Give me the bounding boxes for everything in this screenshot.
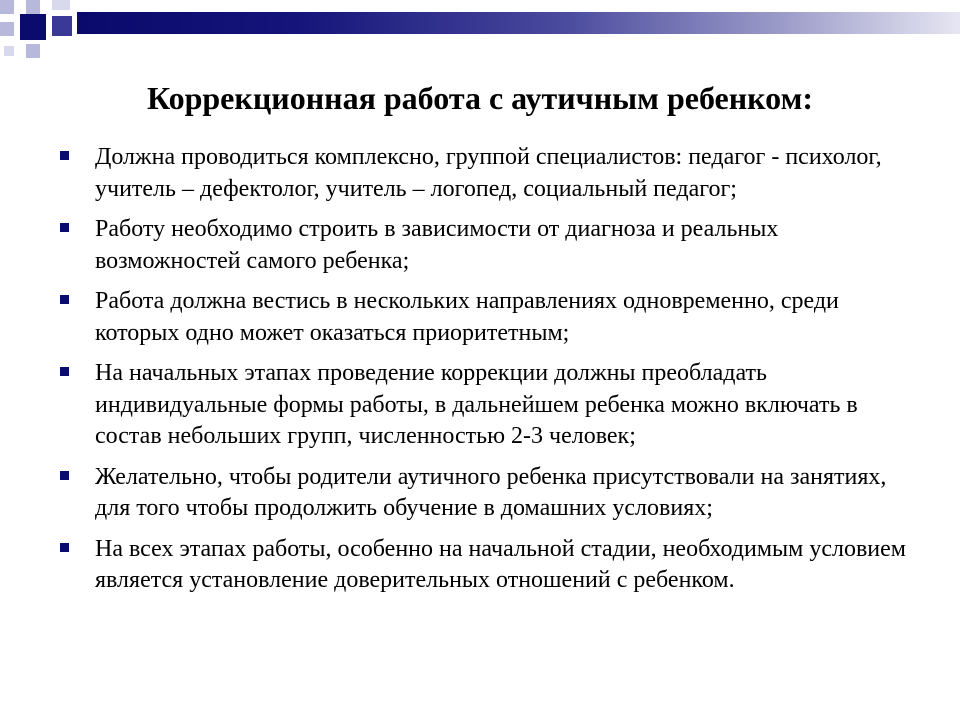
list-item — [58, 214, 918, 277]
header-gradient-bar — [77, 12, 960, 34]
square-bullet-icon — [60, 295, 69, 304]
list-item-text: На всех этапах работы, особенно на начальной стадии, необходимым условием является установление доверительных отношений с ребенком. — [95, 535, 906, 593]
list-item-text: Желательно, чтобы родители аутичного ребенка присутствовали на занятиях, для того чтобы продолжить обучение в домашних условиях; — [95, 463, 887, 521]
decor-square — [52, 0, 70, 10]
square-bullet-icon — [60, 151, 69, 160]
decor-square — [20, 14, 46, 40]
decor-square — [26, 0, 40, 14]
decor-square — [0, 22, 14, 36]
list-item — [58, 142, 918, 205]
list-item — [58, 286, 918, 349]
list-item-text: На начальных этапах проведение коррекции должны преобладать индивидуальные формы работы, в дальнейшем ребенка можно включать в состав небольших групп, численностью 2-3 человек; — [95, 360, 858, 449]
bullet-list — [58, 142, 918, 606]
list-item-text: Работу необходимо строить в зависимости от диагноза и реальных возможностей самого ребенка; — [95, 216, 779, 274]
list-item — [58, 462, 918, 525]
slide-title: Коррекционная работа с аутичным ребенком: — [146, 80, 814, 116]
square-bullet-icon — [60, 223, 69, 232]
list-item — [58, 358, 918, 453]
decor-square — [4, 46, 14, 56]
list-item-text: Работа должна вестись в нескольких направлениях одновременно, среди которых одно может оказаться приоритетным; — [95, 288, 839, 346]
decor-square — [26, 44, 40, 58]
list-item — [58, 534, 918, 597]
decor-square — [52, 16, 72, 36]
square-bullet-icon — [60, 471, 69, 480]
square-bullet-icon — [60, 367, 69, 376]
list-item-text: Должна проводиться комплексно, группой специалистов: педагог - психолог, учитель – дефектолог, учитель – логопед, социальный педагог; — [95, 144, 882, 202]
square-bullet-icon — [60, 543, 69, 552]
decor-square — [0, 0, 14, 14]
